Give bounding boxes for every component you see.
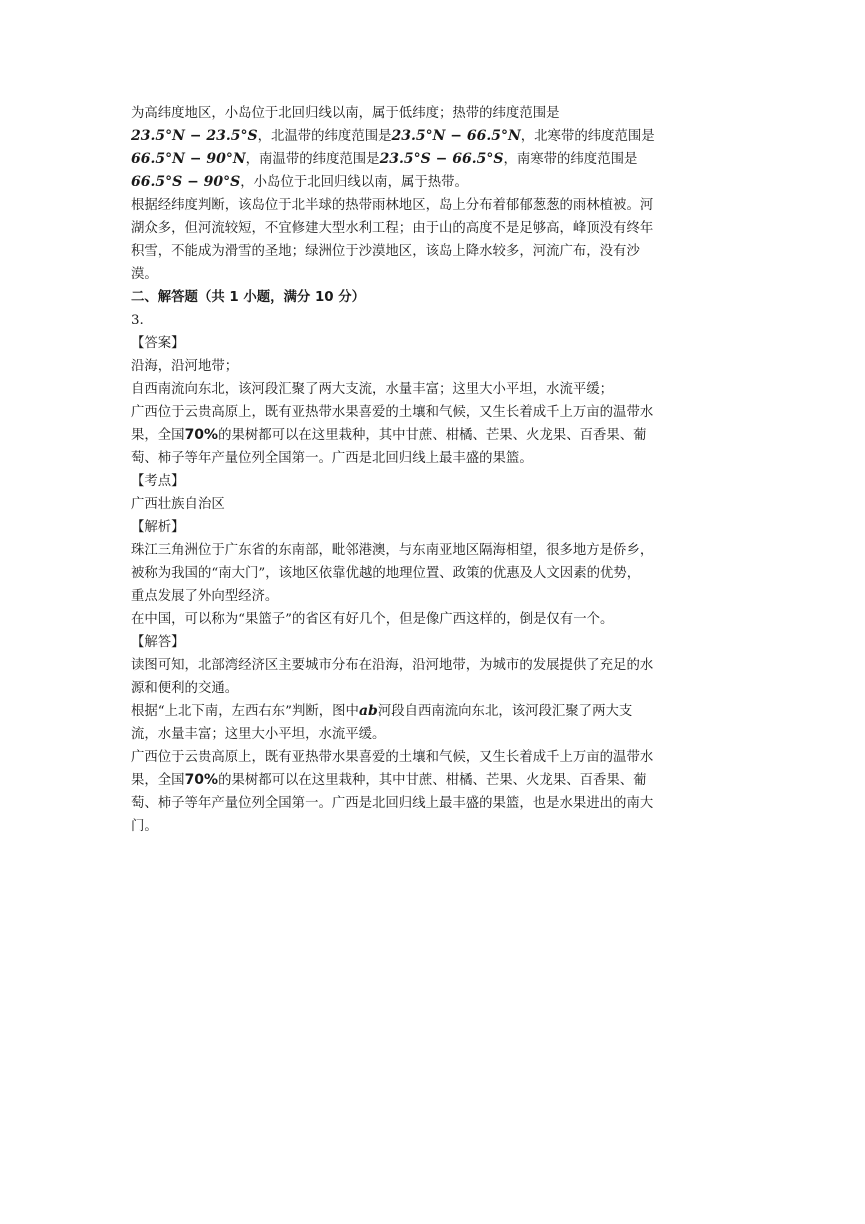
analysis-text: 珠江三角洲位于广东省的东南部，毗邻港澳，与东南亚地区隔海相望，很多地方是侨乡， bbox=[131, 543, 654, 558]
answer-text: 果，全国 bbox=[131, 428, 185, 443]
analysis-text: 积雪，不能成为滑雪的圣地；绿洲位于沙漠地区，该岛上降水较多，河流广布，没有沙 bbox=[131, 244, 640, 259]
analysis-text: 根据经纬度判断，该岛位于北半球的热带雨林地区，岛上分布着郁郁葱葱的雨林植被。河 bbox=[131, 198, 654, 213]
text-line bbox=[131, 171, 741, 194]
solution-text: 萄、柿子等年产量位列全国第一。广西是北回归线上最丰盛的果篮，也是水果进出的南大 bbox=[131, 796, 654, 811]
solution-text: 读图可知，北部湾经济区主要城市分布在沿海，沿河地带，为城市的发展提供了充足的水 bbox=[131, 658, 654, 673]
solution-text: 源和便利的交通。 bbox=[131, 681, 239, 696]
answer-text: 沿海，沿河地带； bbox=[131, 359, 239, 374]
section-heading: 二、解答题（共 1 小题，满分 10 分） bbox=[131, 290, 366, 305]
solution-text: 门。 bbox=[131, 819, 158, 834]
percentage-formula: 70% bbox=[184, 427, 219, 443]
analysis-text: ，小岛位于北回归线以南，属于热带。 bbox=[240, 175, 468, 190]
point-text: 广西壮族自治区 bbox=[131, 497, 225, 512]
answer-text: 自西南流向东北，该河段汇聚了两大支流，水量丰富；这里大小平坦，水流平缓； bbox=[131, 382, 614, 397]
solution-text: 河段自西南流向东北，该河段汇聚了两大支 bbox=[377, 704, 633, 719]
solution-text: 果，全国 bbox=[131, 773, 185, 788]
question-number: 3. bbox=[131, 313, 144, 328]
analysis-text: 漠。 bbox=[131, 267, 158, 282]
point-label: 【考点】 bbox=[131, 474, 185, 489]
analysis-text: 在中国，可以称为“果篮子”的省区有好几个，但是像广西这样的，倒是仅有一个。 bbox=[131, 612, 614, 627]
latitude-formula: 66.5°N − 90°N bbox=[131, 151, 246, 167]
percentage-formula: 70% bbox=[184, 772, 219, 788]
solution-text: 广西位于云贵高原上，既有亚热带水果喜爱的土壤和气候，又生长着成千上万亩的温带水 bbox=[131, 750, 654, 765]
answer-text: 萄、柿子等年产量位列全国第一。广西是北回归线上最丰盛的果篮。 bbox=[131, 451, 533, 466]
text-line bbox=[131, 125, 741, 148]
answer-text: 广西位于云贵高原上，既有亚热带水果喜爱的土壤和气候，又生长着成千上万亩的温带水 bbox=[131, 405, 654, 420]
river-segment-formula: ab bbox=[358, 703, 378, 719]
text-line bbox=[131, 240, 741, 263]
analysis-text: ，北温带的纬度范围是 bbox=[257, 129, 392, 144]
analysis-text: 为高纬度地区，小岛位于北回归线以南，属于低纬度；热带的纬度范围是 bbox=[131, 106, 560, 121]
latitude-formula: 23.5°S − 66.5°S bbox=[379, 151, 504, 167]
latitude-formula: 23.5°N − 23.5°S bbox=[131, 128, 258, 144]
analysis-text: 被称为我国的“南大门”，该地区依靠优越的地理位置、政策的优惠及人文因素的优势， bbox=[131, 566, 641, 581]
text-line bbox=[131, 217, 741, 240]
analysis-text: ，北寒带的纬度范围是 bbox=[520, 129, 655, 144]
solution-text: 的果树都可以在这里栽种，其中甘蔗、柑橘、芒果、火龙果、百香果、葡 bbox=[218, 773, 647, 788]
text-line bbox=[131, 700, 741, 723]
analysis-text: ，南温带的纬度范围是 bbox=[245, 152, 380, 167]
text-line bbox=[131, 102, 741, 125]
analysis-label: 【解析】 bbox=[131, 520, 185, 535]
analysis-text: 湖众多，但河流较短，不宜修建大型水利工程；由于山的高度不是足够高，峰顶没有终年 bbox=[131, 221, 654, 236]
text-line bbox=[131, 263, 741, 286]
answer-text: 的果树都可以在这里栽种，其中甘蔗、柑橘、芒果、火龙果、百香果、葡 bbox=[218, 428, 647, 443]
answer-label: 【答案】 bbox=[131, 336, 185, 351]
analysis-text: ，南寒带的纬度范围是 bbox=[503, 152, 638, 167]
solution-label: 【解答】 bbox=[131, 635, 185, 650]
text-line bbox=[131, 148, 741, 171]
solution-text: 流，水量丰富；这里大小平坦，水流平缓。 bbox=[131, 727, 386, 742]
solution-text: 根据“上北下南，左西右东”判断，图中 bbox=[131, 704, 359, 719]
latitude-formula: 66.5°S − 90°S bbox=[131, 174, 241, 190]
text-line bbox=[131, 769, 741, 792]
text-line bbox=[131, 194, 741, 217]
analysis-text: 重点发展了外向型经济。 bbox=[131, 589, 279, 604]
text-line bbox=[131, 424, 741, 447]
document-page bbox=[131, 102, 741, 838]
latitude-formula: 23.5°N − 66.5°N bbox=[391, 128, 521, 144]
